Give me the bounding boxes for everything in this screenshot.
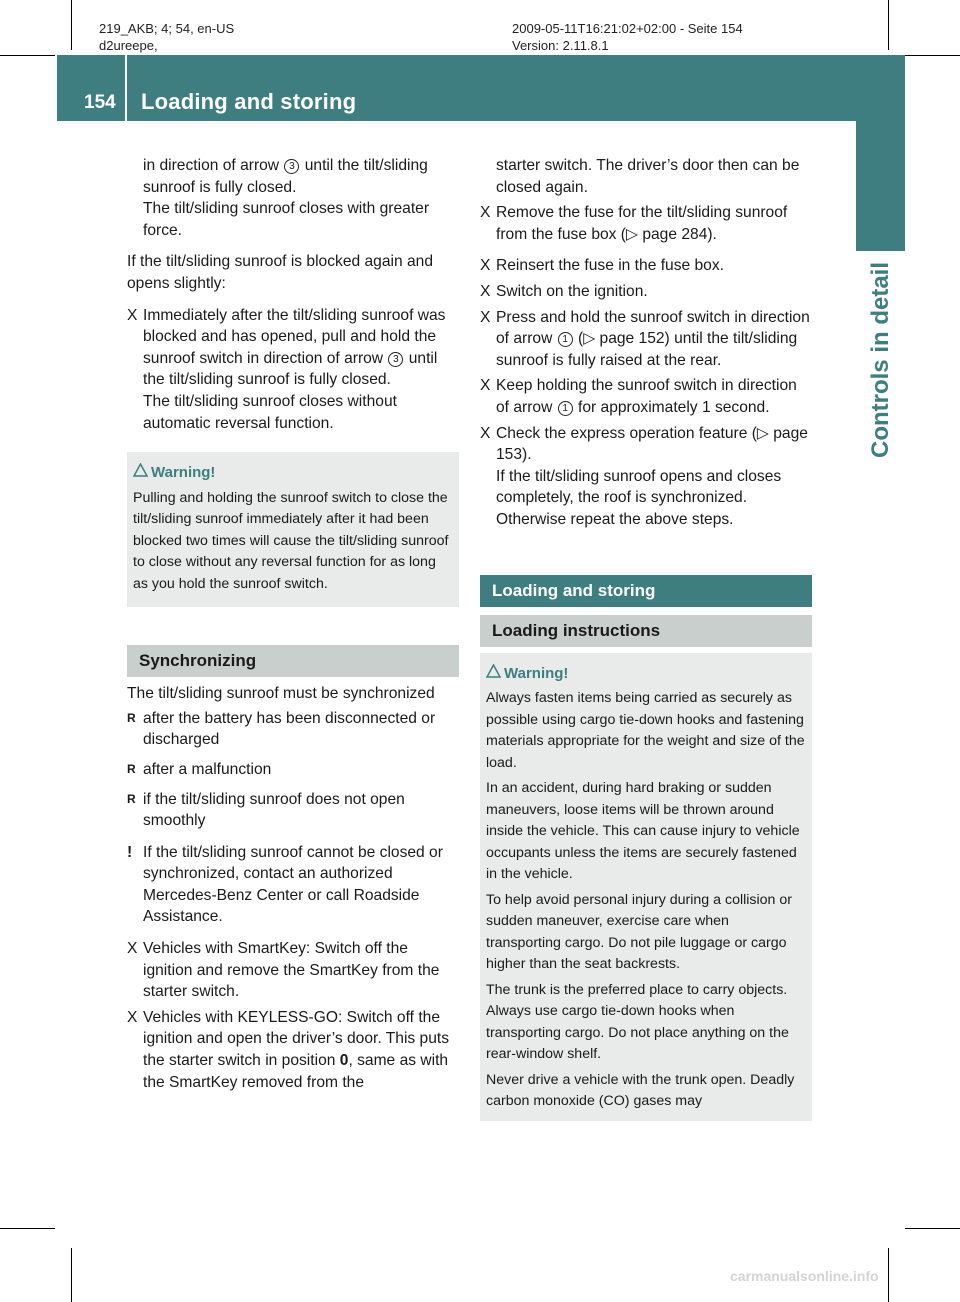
- step-item: X Press and hold the sunroof switch in direction of arrow 1 (▷ page 152) until the tilt/sliding sunroof is fully raised at the rear.: [480, 308, 810, 369]
- paragraph: The tilt/sliding sunroof must be synchronized: [127, 685, 435, 703]
- warning-text: Always fasten items being carried as securely as possible using cargo tie-down hooks and fastening materials appropriate for the weight and size of the load.: [486, 690, 805, 771]
- warning-text: In an accident, during hard braking or sudden maneuvers, loose items will be thrown around inside the vehicle. This can cause injury to vehicle occupants unless the items are securely fastened in the vehicle.: [486, 780, 800, 882]
- watermark: carmanualsonline.info: [730, 1268, 879, 1284]
- crop-mark: [888, 0, 889, 50]
- warning-triangle-icon: [133, 462, 151, 484]
- paragraph: If the tilt/sliding sunroof is blocked again and opens slightly:: [127, 253, 433, 292]
- warning-text: The trunk is the preferred place to carry objects. Always use cargo tie-down hooks when transporting cargo. Do not place anything on the rear-window shelf.: [486, 981, 789, 1062]
- crop-mark: [0, 1228, 55, 1229]
- step-item: X Reinsert the fuse in the fuse box.: [480, 257, 724, 275]
- page-number: 154: [84, 92, 116, 113]
- step-item: X Keep holding the sunroof switch in direction of arrow 1 for approximately 1 second.: [480, 377, 797, 416]
- arrow-3-symbol: 3: [284, 159, 299, 174]
- section-heading-light: Loading instructions: [480, 615, 812, 647]
- crop-mark: [0, 55, 55, 56]
- crop-mark: [71, 0, 72, 50]
- print-meta-right: 2009-05-11T16:21:02+02:00 - Seite 154 Version: 2.11.8.1: [512, 21, 743, 53]
- crop-mark: [71, 1248, 72, 1302]
- arrow-1-symbol: 1: [558, 332, 573, 347]
- warning-box: [127, 452, 459, 607]
- crop-mark: [905, 1228, 960, 1229]
- warning-box: [480, 653, 812, 1121]
- paragraph: in direction of arrow 3 until the tilt/sliding sunroof is fully closed.: [143, 157, 428, 196]
- step-item: X Remove the fuse for the tilt/sliding sunroof from the fuse box (▷ page 284).: [480, 204, 788, 243]
- arrow-1-symbol: 1: [558, 401, 573, 416]
- paragraph: The tilt/sliding sunroof closes with greater force.: [143, 200, 430, 239]
- step-item: X Vehicles with KEYLESS-GO: Switch off the ignition and open the driver’s door. This puts the starter switch in position 0, same as with the SmartKey removed from the: [127, 1008, 450, 1091]
- step-item: X Switch on the ignition.: [480, 282, 648, 300]
- step-item: X Immediately after the tilt/sliding sunroof was blocked and has opened, pull and hold the sunroof switch in direction of arrow 3 until the tilt/sliding sunroof is fully closed. The tilt/sliding sunroof closes without automatic reversal function.: [127, 306, 446, 432]
- caution-icon: !: [127, 843, 133, 861]
- right-column: [480, 155, 812, 1121]
- side-label: Controls in detail: [867, 261, 894, 459]
- list-item: R after a malfunction: [127, 760, 272, 778]
- warning-text: Never drive a vehicle with the trunk open. Deadly carbon monoxide (CO) gases may: [486, 1071, 795, 1109]
- warning-title: Warning!: [504, 664, 569, 682]
- warning-text: Pulling and holding the sunroof switch to close the tilt/sliding sunroof immediately after it had been blocked two times will cause the tilt/sliding sunroof to close without any reversal function for as long as you hold the sunroof switch.: [133, 489, 449, 592]
- running-title: Loading and storing: [141, 89, 357, 114]
- section-heading-dark: Loading and storing: [480, 575, 812, 607]
- step-marker-icon: X: [127, 306, 138, 324]
- warning-triangle-icon: [486, 663, 504, 685]
- warning-title: Warning!: [151, 464, 216, 482]
- arrow-3-symbol: 3: [388, 352, 403, 367]
- crop-mark: [905, 55, 960, 56]
- step-item: X Vehicles with SmartKey: Switch off the ignition and remove the SmartKey from the starter switch.: [127, 940, 440, 1001]
- crop-mark: [888, 1248, 889, 1302]
- left-column: [127, 155, 459, 1093]
- paragraph: starter switch. The driver’s door then can be closed again.: [496, 157, 800, 196]
- section-heading: Synchronizing: [127, 645, 459, 677]
- step-item: X Check the express operation feature (▷ page 153). If the tilt/sliding sunroof opens and closes completely, the roof is synchronized. Otherwise repeat the above steps.: [480, 424, 808, 528]
- list-item: R after the battery has been disconnected or discharged: [127, 709, 436, 749]
- print-meta-left: 219_AKB; 4; 54, en-US d2ureepe,: [99, 21, 235, 53]
- warning-text: To help avoid personal injury during a collision or sudden maneuver, exercise care when transporting cargo. Do not pile luggage or cargo higher than the seat backrests.: [486, 891, 792, 972]
- side-tab: [856, 121, 905, 251]
- list-item: R if the tilt/sliding sunroof does not open smoothly: [127, 790, 405, 830]
- note-item: ! If the tilt/sliding sunroof cannot be closed or synchronized, contact an authorized Mercedes-Benz Center or call Roadside Assistance.: [127, 843, 443, 926]
